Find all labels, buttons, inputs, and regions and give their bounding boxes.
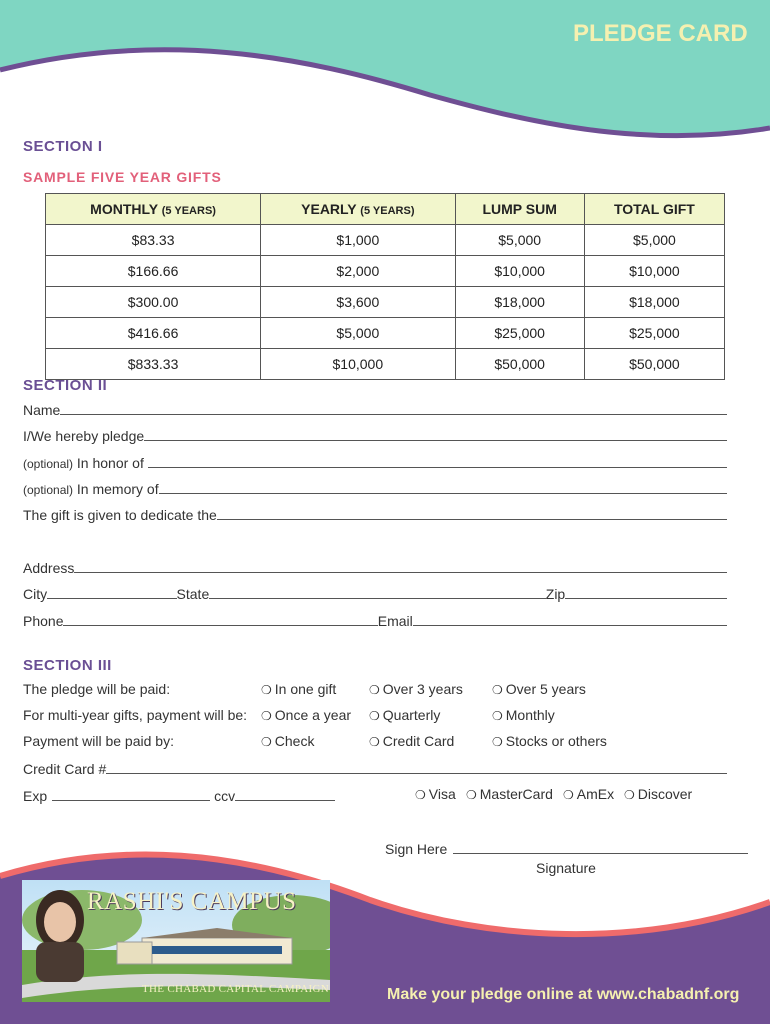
option-mastercard[interactable]: ❍ MasterCard [466, 786, 553, 802]
table-cell: $416.66 [46, 318, 261, 349]
col-monthly: MONTHLY (5 YEARS) [46, 194, 261, 225]
phone-field[interactable] [63, 625, 377, 626]
col-total-gift: TOTAL GIFT [584, 194, 724, 225]
campus-name: RASHI'S CAMPUS [87, 888, 297, 915]
checkbox-icon[interactable]: ❍ [492, 683, 503, 697]
pledge-label: I/We hereby pledge [23, 428, 145, 444]
email-label: Email [377, 613, 413, 629]
table-row [46, 287, 725, 318]
optional-label: (optional) [23, 457, 74, 471]
city-row [23, 584, 727, 602]
checkbox-icon[interactable]: ❍ [563, 788, 574, 802]
col-lump-sum: LUMP SUM [455, 194, 584, 225]
address-field[interactable] [74, 572, 727, 573]
checkbox-icon[interactable]: ❍ [369, 683, 380, 697]
table-cell: $166.66 [46, 256, 261, 287]
table-cell: $3,600 [261, 287, 455, 318]
memory-row [23, 479, 727, 497]
table-cell: $5,000 [261, 318, 455, 349]
city-label: City [23, 586, 48, 602]
exp-field[interactable] [52, 800, 210, 801]
option-discover[interactable]: ❍ Discover [624, 786, 693, 802]
option-check[interactable]: ❍ Check [261, 733, 315, 749]
table-cell: $1,000 [261, 225, 455, 256]
table-cell: $83.33 [46, 225, 261, 256]
memory-label: In memory of [76, 481, 159, 497]
section-2-heading: SECTION II [23, 377, 108, 394]
option-quarterly[interactable]: ❍ Quarterly [369, 707, 441, 723]
campaign-name: THE CHABAD CAPITAL CAMPAIGN [142, 983, 330, 995]
table-row [46, 318, 725, 349]
credit-card-label: Credit Card # [23, 761, 107, 777]
memory-field[interactable] [159, 493, 727, 494]
name-row [23, 400, 727, 418]
checkbox-icon[interactable]: ❍ [466, 788, 477, 802]
dedicate-field[interactable] [217, 519, 727, 520]
ccv-field[interactable] [235, 800, 335, 801]
exp-row [23, 786, 335, 804]
option-credit-card[interactable]: ❍ Credit Card [369, 733, 455, 749]
table-cell: $18,000 [455, 287, 584, 318]
state-field[interactable] [209, 598, 546, 599]
name-label: Name [23, 402, 61, 418]
option-amex[interactable]: ❍ AmEx [563, 786, 615, 802]
table-cell: $2,000 [261, 256, 455, 287]
pledge-row [23, 426, 727, 444]
checkbox-icon[interactable]: ❍ [492, 709, 503, 723]
zip-label: Zip [545, 586, 566, 602]
option-visa[interactable]: ❍ Visa [415, 786, 456, 802]
table-cell: $833.33 [46, 349, 261, 380]
phone-row [23, 611, 727, 629]
section-3-heading: SECTION III [23, 657, 112, 674]
campus-image [22, 880, 330, 1002]
multi-year-label: For multi-year gifts, payment will be: [23, 707, 248, 723]
pledge-field[interactable] [144, 440, 727, 441]
sample-gifts-table [45, 193, 725, 380]
signature-caption: Signature [536, 860, 596, 876]
table-cell: $10,000 [455, 256, 584, 287]
option-over-5-years[interactable]: ❍ Over 5 years [492, 681, 586, 697]
ccv-label: ccv [214, 788, 236, 804]
payment-method-label: Payment will be paid by: [23, 733, 174, 749]
section-1-subheading: SAMPLE FIVE YEAR GIFTS [23, 169, 222, 185]
checkbox-icon[interactable]: ❍ [261, 709, 272, 723]
table-cell: $5,000 [455, 225, 584, 256]
table-cell: $25,000 [584, 318, 724, 349]
online-pledge-link[interactable]: Make your pledge online at www.chabadnf.org [387, 986, 740, 1003]
page-title: PLEDGE CARD [573, 20, 748, 47]
option-over-3-years[interactable]: ❍ Over 3 years [369, 681, 463, 697]
table-cell: $5,000 [584, 225, 724, 256]
zip-field[interactable] [565, 598, 727, 599]
credit-card-row [23, 759, 727, 777]
table-cell: $50,000 [455, 349, 584, 380]
email-field[interactable] [413, 625, 727, 626]
checkbox-icon[interactable]: ❍ [261, 683, 272, 697]
col-yearly: YEARLY (5 YEARS) [261, 194, 455, 225]
checkbox-icon[interactable]: ❍ [415, 788, 426, 802]
dedicate-label: The gift is given to dedicate the [23, 507, 217, 523]
checkbox-icon[interactable]: ❍ [492, 735, 503, 749]
credit-card-field[interactable] [106, 773, 727, 774]
table-row [46, 225, 725, 256]
table-cell: $25,000 [455, 318, 584, 349]
address-row [23, 558, 727, 576]
table-cell: $50,000 [584, 349, 724, 380]
table-cell: $10,000 [584, 256, 724, 287]
optional-label: (optional) [23, 483, 74, 497]
option-in-one-gift[interactable]: ❍ In one gift [261, 681, 337, 697]
honor-label: In honor of [76, 455, 144, 471]
table-row [46, 349, 725, 380]
table-row [46, 256, 725, 287]
address-label: Address [23, 560, 75, 576]
checkbox-icon[interactable]: ❍ [369, 735, 380, 749]
dedicate-row [23, 505, 727, 523]
table-cell: $300.00 [46, 287, 261, 318]
section-1-heading: SECTION I [23, 138, 103, 155]
checkbox-icon[interactable]: ❍ [624, 788, 635, 802]
honor-field[interactable] [148, 467, 727, 468]
option-monthly[interactable]: ❍ Monthly [492, 707, 555, 723]
sign-here-label: Sign Here [385, 841, 448, 857]
table-cell: $10,000 [261, 349, 455, 380]
payment-schedule-label: The pledge will be paid: [23, 681, 171, 697]
phone-label: Phone [23, 613, 64, 629]
table-cell: $18,000 [584, 287, 724, 318]
checkbox-icon[interactable]: ❍ [369, 709, 380, 723]
option-stocks[interactable]: ❍ Stocks or others [492, 733, 607, 749]
option-once-a-year[interactable]: ❍ Once a year [261, 707, 352, 723]
honor-row [23, 453, 727, 471]
state-label: State [176, 586, 210, 602]
name-field[interactable] [60, 414, 727, 415]
checkbox-icon[interactable]: ❍ [261, 735, 272, 749]
exp-label: Exp [23, 788, 48, 804]
city-field[interactable] [47, 598, 176, 599]
